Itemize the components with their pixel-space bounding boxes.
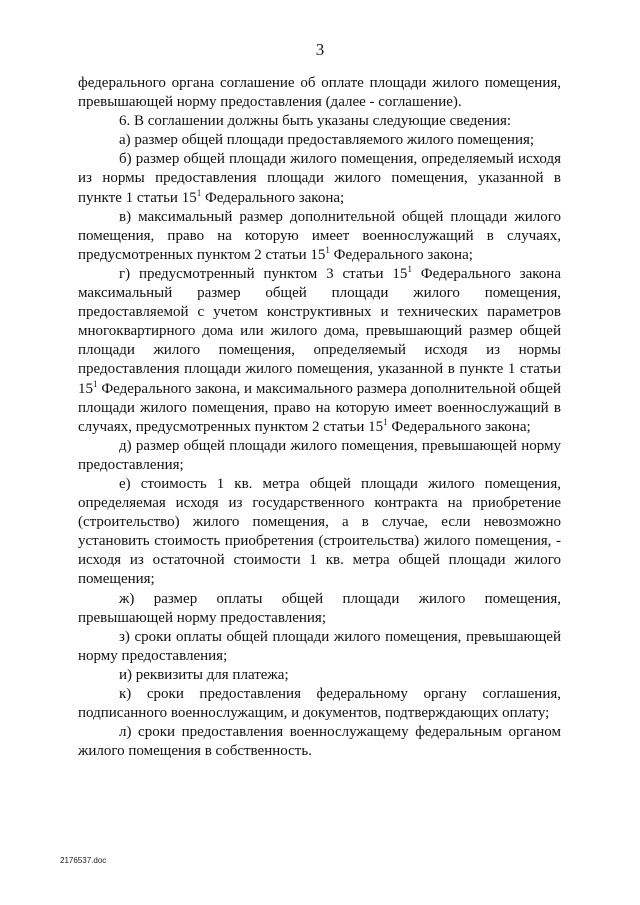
paragraph-text: в) максимальный размер дополнительной общей площади жилого помещения, право на которую имеет военнослужащий в случаях, предусмотренных пунктом 2 статьи 15 (78, 208, 561, 263)
paragraph-text: а) размер общей площади предоставляемого жилого помещения; (119, 132, 535, 149)
superscript: 1 (383, 416, 388, 427)
paragraph-text: Федерального закона; (201, 189, 345, 206)
paragraph-text: и) реквизиты для платежа; (119, 666, 289, 683)
superscript: 1 (325, 244, 330, 255)
paragraph-text: б) размер общей площади жилого помещения, определяемый исходя из нормы предоставления площади жилого помещения, указанной в пункте 1 статьи 15 (78, 151, 561, 206)
page-number: 3 (315, 40, 325, 59)
paragraph (78, 150, 561, 207)
superscript: 1 (196, 187, 202, 198)
paragraph (78, 475, 561, 590)
paragraph-text: Федерального закона, и максимального размера дополнительной общей площади жилого помещения, право на которую имеет военнослужащий в случаях, предусмотренных пунктом 2 статьи 15 (78, 380, 561, 435)
paragraph-text: Федерального закона; (329, 246, 473, 263)
paragraph (78, 685, 561, 723)
paragraph-text: Федерального закона; (387, 418, 531, 435)
paragraph (78, 437, 561, 475)
paragraph-text: г) предусмотренный пунктом 3 статьи 15 (119, 265, 408, 282)
paragraph (78, 590, 561, 628)
paragraph-text: з) сроки оплаты общей площади жилого помещения, превышающей норму предоставления; (78, 628, 561, 664)
paragraph-text: д) размер общей площади жилого помещения, превышающей норму предоставления; (78, 437, 561, 473)
footer-document-id: 2176537.doc (60, 856, 107, 865)
paragraph-text: л) сроки предоставления военнослужащему федеральным органом жилого помещения в собственность. (78, 724, 561, 760)
superscript: 1 (93, 378, 98, 389)
paragraph-text: Федерального закона максимальный размер общей площади жилого помещения, предоставляемой с учетом конструктивных и технических параметров многоквартирного дома или жилого дома, превышающий размер общей площади жилого помещения, определяемый исходя из нормы предоставления площади жилого помещения, указанной в пункте 1 статьи 15 (78, 265, 561, 397)
paragraph (78, 666, 561, 685)
paragraph (78, 208, 561, 265)
superscript: 1 (407, 263, 412, 274)
document-body (78, 74, 561, 761)
paragraph (78, 265, 561, 437)
paragraph-text: к) сроки предоставления федеральному органу соглашения, подписанного военнослужащим, и документов, подтверждающих оплату; (78, 686, 561, 722)
paragraph (78, 628, 561, 666)
paragraph (78, 74, 561, 112)
paragraph-text: федерального органа соглашение об оплате площади жилого помещения, превышающей норму предоставления (далее - соглашение). (78, 75, 561, 111)
paragraph-text: е) стоимость 1 кв. метра общей площади жилого помещения, определяемая исходя из государственного контракта на приобретение (строительство) жилого помещения, а в случае, если невозможно установить стоимость приобретения (строительства) жилого помещения, - исходя из остаточной стоимости 1 кв. метра общей площади жилого помещения; (78, 475, 561, 588)
paragraph (78, 723, 561, 761)
paragraph (78, 112, 561, 131)
paragraph-text: ж) размер оплаты общей площади жилого помещения, превышающей норму предоставления; (78, 590, 561, 626)
paragraph-text: 6. В соглашении должны быть указаны следующие сведения: (119, 113, 512, 130)
paragraph (78, 131, 561, 150)
